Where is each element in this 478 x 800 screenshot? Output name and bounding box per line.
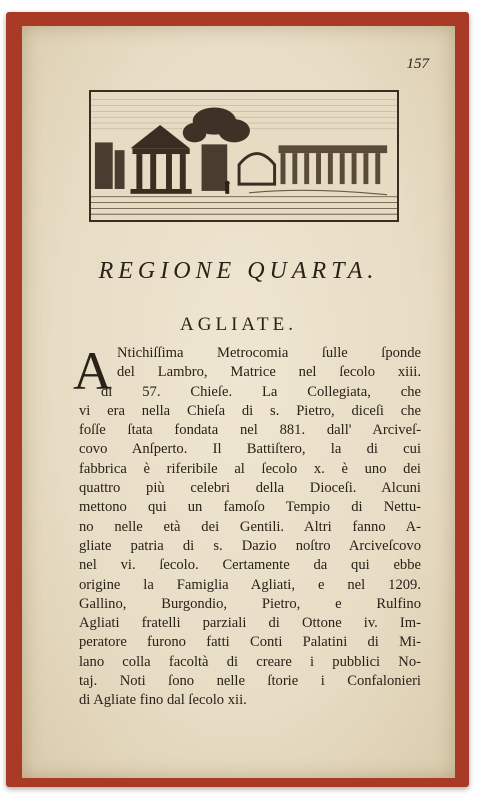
engraved-vignette [89, 90, 399, 222]
page-number: 157 [406, 56, 429, 72]
landscape-engraving [91, 92, 397, 220]
text-line: nel vi. ſecolo. Certamente da qui ebbe [79, 557, 421, 574]
text-line: quattro più celebri della Dioceſi. Alcuni [79, 480, 421, 497]
text-line: covo Anſperto. Il Battiſtero, la di cui [79, 441, 421, 458]
region-title: REGIONE QUARTA. [98, 258, 379, 284]
text-line: fabbrica è riferibile al ſecolo x. è uno dei [79, 460, 421, 477]
text-line: Agliati fratelli parziali di Ottone iv. Im- [79, 615, 421, 632]
text-line: origine la Famiglia Agliati, e nel 1209. [79, 576, 421, 593]
text-line: vi era nella Chieſa di s. Pietro, diceſi che [79, 402, 421, 419]
text-line: Ntichiſſima Metrocomia ſulle ſponde [117, 345, 421, 361]
text-line: peratore furono fatti Conti Palatini di Mi- [79, 634, 421, 651]
red-frame [6, 12, 469, 787]
text-line: foſſe ſtata fondata nel 881. dall' Arciveſ- [79, 422, 421, 439]
body-text [73, 341, 421, 711]
book-page [22, 26, 455, 778]
text-line: di 57. Chieſe. La Collegiata, che [101, 383, 421, 400]
text-line: gliate patria di s. Dazio noſtro Arciveſcovo [79, 537, 421, 554]
text-line: lano colla facoltà di creare i pubblici No- [79, 653, 421, 670]
text-line: del Lambro, Matrice nel ſecolo xiii. [117, 364, 421, 381]
text-line: taj. Noti ſono nelle ſtorie i Confalonieri [79, 673, 421, 690]
section-title: AGLIATE. [180, 314, 297, 335]
text-line: Gallino, Burgondio, Pietro, e Rulfino [79, 595, 421, 612]
text-line: di Agliate fino dal ſecolo xii. [79, 692, 247, 709]
text-line: mettono qui un famoſo Tempio di Nettu- [79, 499, 421, 516]
text-line: no nelle età dei Gentili. Altri fanno A- [79, 518, 421, 535]
drop-cap: A [73, 341, 112, 401]
